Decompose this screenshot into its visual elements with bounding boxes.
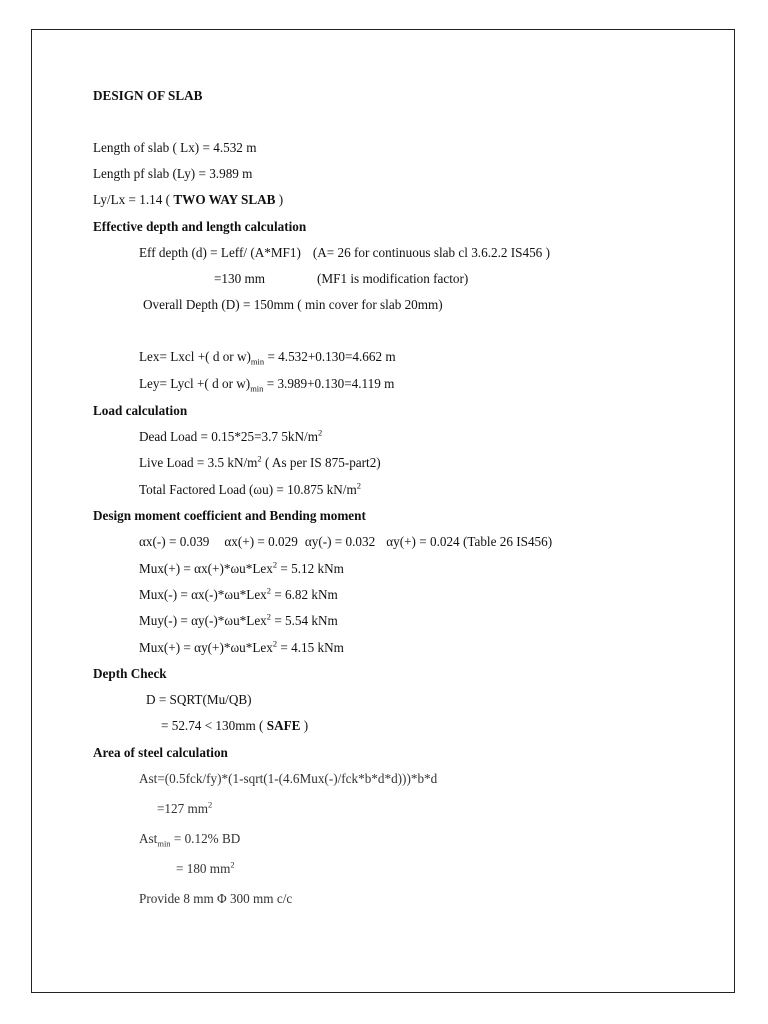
ast-formula: Ast=(0.5fck/fy)*(1-sqrt(1-(4.6Mux(-)/fck*b*d*d)))*b*d <box>139 771 438 786</box>
live-load-note: ( As per IS 875-part2) <box>261 455 381 470</box>
live-load-sup: 2 <box>257 453 262 464</box>
dead-load-sup: 2 <box>317 427 323 438</box>
mux-neg-value: = 6.82 kNm <box>271 587 338 602</box>
ast-min-formula: = 0.12% BD <box>170 831 241 846</box>
ley-value: = 3.989+0.130=4.119 m <box>263 376 395 391</box>
document-title: DESIGN OF SLAB <box>93 88 203 103</box>
eff-depth-value: =130 mm <box>214 271 266 286</box>
dead-load-line <box>139 429 322 445</box>
depth-formula: D = SQRT(Mu/QB) <box>146 692 252 707</box>
muy-neg-formula: Muy(-) = αy(-)*ωu*Lex <box>139 613 267 628</box>
mux-pos-line <box>139 561 344 577</box>
coeff-ax-pos: αx(+) = 0.029 <box>224 534 298 549</box>
lex-sub: min <box>250 356 265 367</box>
muy-pos-sup: 2 <box>272 638 278 649</box>
ast-min-value-line <box>176 861 235 877</box>
total-load-text: Total Factored Load (ωu) = 10.875 kN/m <box>139 482 357 497</box>
heading-load: Load calculation <box>93 403 188 418</box>
heading-moment: Design moment coefficient and Bending moment <box>93 508 366 523</box>
length-lx-line: Length of slab ( Lx) = 4.532 m <box>93 140 257 155</box>
ast-value-sup: 2 <box>208 799 213 810</box>
ley-formula: Ley= Lycl +( d or w) <box>139 376 251 391</box>
depth-result-text: = 52.74 < 130mm ( <box>161 718 267 733</box>
live-load-text: Live Load = 3.5 kN/m <box>139 455 258 470</box>
ast-min-sub: min <box>157 838 171 849</box>
ast-min-value: = 180 mm <box>176 861 231 876</box>
mux-neg-formula: Mux(-) = αx(-)*ωu*Lex <box>139 587 267 602</box>
overall-depth-line: Overall Depth (D) = 150mm ( min cover for slab 20mm) <box>143 297 443 312</box>
muy-pos-line <box>139 640 344 656</box>
heading-effective-depth: Effective depth and length calculation <box>93 219 307 234</box>
lex-value: = 4.532+0.130=4.662 m <box>264 349 396 364</box>
mux-neg-line <box>139 587 338 603</box>
coeff-ay-neg: αy(-) = 0.032 <box>304 534 376 549</box>
mf1-note: (MF1 is modification factor) <box>317 271 469 286</box>
coeff-ax-neg: αx(-) = 0.039 <box>139 534 210 549</box>
muy-pos-value: = 4.15 kNm <box>277 640 344 655</box>
depth-result-line <box>161 718 308 734</box>
eff-depth-value-line <box>214 271 468 287</box>
depth-result-suffix: ) <box>300 718 309 733</box>
safe-label: SAFE <box>266 718 301 733</box>
muy-pos-formula: Mux(+) = αy(+)*ωu*Lex <box>139 640 273 655</box>
mux-neg-sup: 2 <box>266 585 272 596</box>
ast-value: =127 mm <box>157 801 209 816</box>
live-load-line <box>139 455 381 471</box>
mux-pos-sup: 2 <box>272 559 278 570</box>
muy-neg-line <box>139 613 338 629</box>
ast-value-line <box>157 801 212 817</box>
heading-steel: Area of steel calculation <box>93 745 228 760</box>
mux-pos-value: = 5.12 kNm <box>277 561 344 576</box>
muy-neg-value: = 5.54 kNm <box>271 613 338 628</box>
heading-depth-check: Depth Check <box>93 666 167 681</box>
slab-type: TWO WAY SLAB <box>173 192 276 207</box>
ratio-suffix: ) <box>275 192 284 207</box>
ast-min-value-sup: 2 <box>230 859 235 870</box>
total-load-sup: 2 <box>356 480 361 491</box>
provide-line: Provide 8 mm Φ 300 mm c/c <box>139 891 293 906</box>
lex-formula: Lex= Lxcl +( d or w) <box>139 349 251 364</box>
coefficients-line <box>139 534 552 550</box>
coeff-ay-pos: αy(+) = 0.024 (Table 26 IS456) <box>386 534 553 549</box>
mux-pos-formula: Mux(+) = αx(+)*ωu*Lex <box>139 561 273 576</box>
ast-min-line <box>139 831 240 847</box>
dead-load-text: Dead Load = 0.15*25=3.7 5kN/m <box>139 429 318 444</box>
lex-line <box>139 349 396 365</box>
muy-neg-sup: 2 <box>266 611 272 622</box>
eff-depth-line <box>139 245 550 261</box>
ratio-prefix: Ly/Lx = 1.14 ( <box>93 192 174 207</box>
length-ly-line: Length pf slab (Ly) = 3.989 m <box>93 166 253 181</box>
eff-depth-formula: Eff depth (d) = Leff/ (A*MF1) <box>139 245 301 260</box>
ast-min-label: Ast <box>139 831 158 846</box>
ley-line <box>139 376 394 392</box>
ley-sub: min <box>250 383 264 394</box>
total-load-line <box>139 482 361 498</box>
ratio-line <box>93 192 283 208</box>
eff-depth-note: (A= 26 for continuous slab cl 3.6.2.2 IS456 ) <box>312 245 550 260</box>
